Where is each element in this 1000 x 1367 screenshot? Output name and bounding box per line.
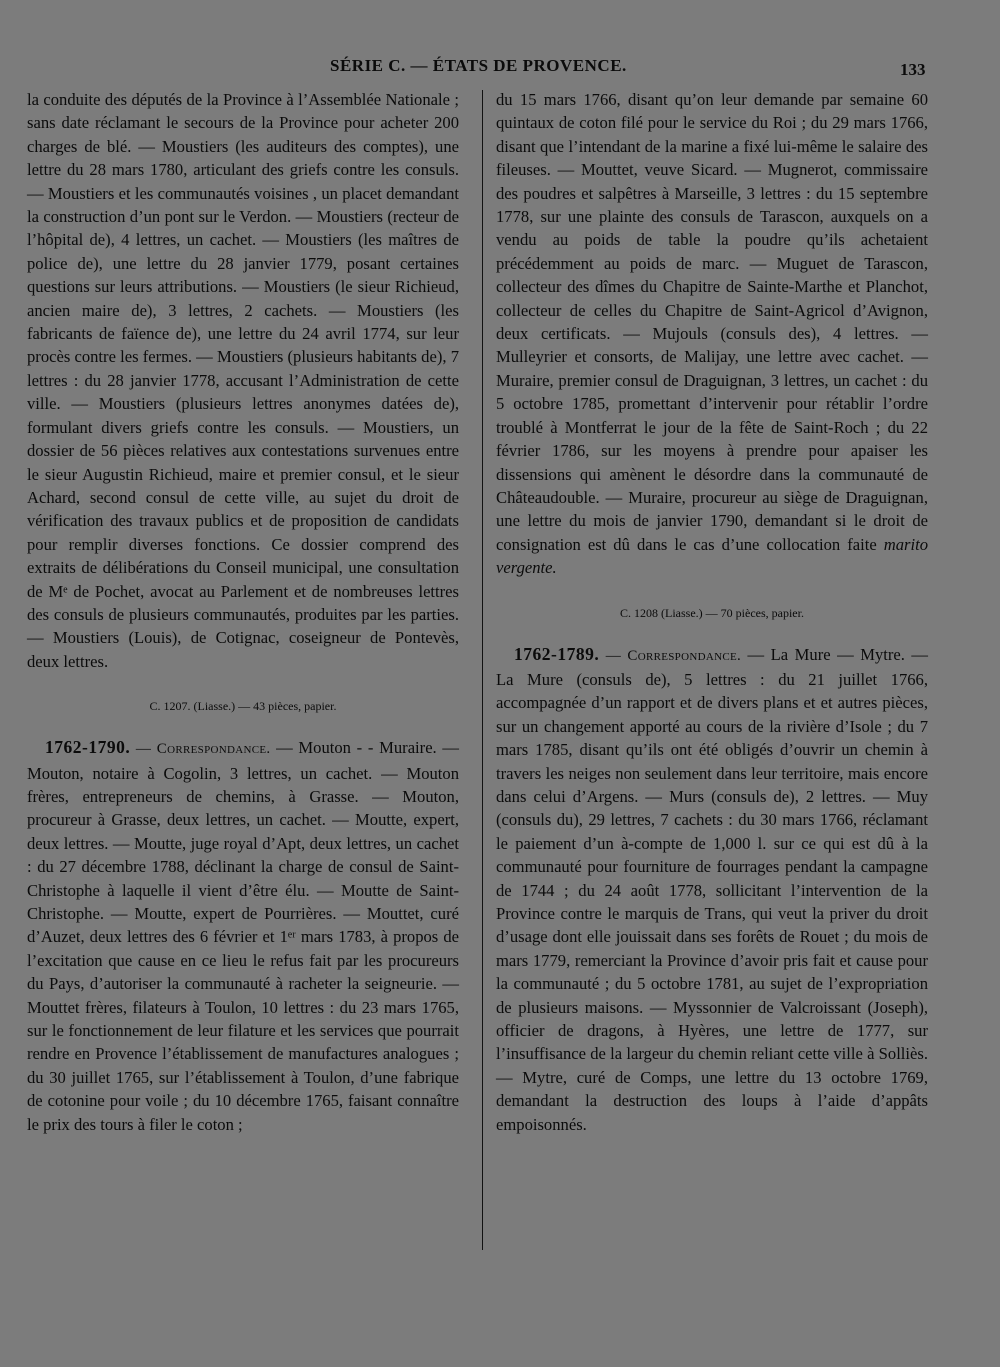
right-paragraph-1-text: du 15 mars 1766, disant qu’on leur demande par semaine 60 quintaux de coton filé pour le service du Roi ; du 29 mars 1766, disant que l’intendant de la marine a fixé lui-même le salaire des fileuses. — Mouttet, veuve Sicard. — Mugnerot, commissaire des poudres et salpêtres à Marseille, 3 lettres : du 15 septembre 1778, sur une plainte des consuls de Tarascon, auxquels on a vendu au poids de table la poudre qu’ils achetaient précédemment au poids de marc. — Muguet de Tarascon, collecteur des dîmes du Chapitre de Sainte-Marthe et Planchot, collecteur de celles du Chapitre de Saint-Agricol d’Avignon, deux certificats. — Mujouls (consuls des), 4 lettres. — Mulleyrier et consorts, de Malijay, une lettre avec cachet. — Muraire, premier consul de Draguignan, 3 lettres, un cachet : du 5 octobre 1785, promettant d’intervenir pour rétablir l’ordre troublé à Montferrat le jour de la fête de Saint-Roch ; du 22 février 1786, sur les moyens à prendre pour apaiser les dissensions qui amènent le désordre dans la communauté de Châteaudouble. — Muraire, procureur au siège de Draguignan, une lettre du mois de janvier 1790, demandant si le droit de consignation est dû dans le cas d’une collocation faite	[496, 90, 928, 554]
left-column	[27, 88, 459, 1136]
entry-text: — La Mure — Mytre. — La Mure (consuls de), 5 lettres : du 21 juillet 1766, accompagnée d’un rapport et de divers plans et et autres pièces, sur un changement apporté au cours de la rivière d’Isole ; du 7 mars 1785, disant qu’ils ont été obligés d’ouvrir un chemin à travers les neiges non seulement dans leur territoire, mais encore dans celui d’Argens. — Murs (consuls de), 2 lettres. — Muy (consuls du), 29 lettres, 7 cachets : du 30 mars 1766, réclamant le paiement d’un à-compte de 1,000 l. sur ce qui est dû à la communauté pour fourniture de fourrages pendant la campagne de 1744 ; du 24 août 1778, sollicitant l’intervention de la Province contre le marquis de Trans, qui veut la priver du droit d’usage dont elle jouissait dans ses forêts de Rouet ; du mois de mars 1779, remerciant la Province d’avoir pris fait et cause pour la communauté ; du 5 octobre 1781, au sujet de l’expropriation de plusieurs maisons. — Myssonnier de Valcroissant (Joseph), officier de dragons, à Hyères, une lettre de 1777, sur l’insuffisance de la largeur du chemin reliant cette ville à Solliès. — Mytre, curé de Comps, une lettre du 13 octobre 1769, demandant la destruction des loups à l’aide d’appâts empoisonnés.	[496, 644, 929, 1134]
running-title: SÉRIE C. — ÉTATS DE PROVENCE.	[330, 56, 627, 75]
latin-phrase: marito vergente.	[496, 534, 928, 578]
entry-heading: — Correspondance.	[135, 741, 271, 758]
entry-heading: — Correspondance.	[605, 647, 742, 664]
right-column	[496, 88, 928, 1136]
page-header	[0, 52, 1000, 82]
entry-text: — Mouton - - Muraire. — Mouton, notaire à Cogolin, 3 lettres, un cachet. — Mouton frères, entrepreneurs de chemins, à Grasse. — Mouton, procureur à Grasse, deux lettres, un cachet. — Moutte, expert, deux lettres. — Moutte, juge royal d’Apt, deux lettres, un cachet : du 27 décembre 1788, déclinant la charge de consul de Saint-Christophe à laquelle il vient d’être élu. — Moutte de Saint-Christophe. — Moutte, expert de Pourrières. — Mouttet, curé d’Auzet, deux lettres des 6 février et 1ᵉʳ mars 1783, à propos de l’excitation que cause en ce lieu le refus fait par les procureurs du Pays, d’autoriser la communauté à racheter la seigneurie. — Mouttet frères, filateurs à Toulon, 10 lettres : du 23 mars 1765, sur le fonctionnement de leur filature et les services que pourrait rendre en Provence l’établissement de manufactures analogues ; du 30 juillet 1765, sur l’établissement à Toulon, d’une fabrique de cotonine pour voile ; du 10 décembre 1765, faisant connaître le prix des tours à filer le coton ;	[27, 738, 459, 1134]
page-number: 133	[900, 60, 926, 79]
left-paragraph-1: la conduite des députés de la Province à l’Assemblée Nationale ; sans date réclamant le secours de la Province pour acheter 200 charges de blé. — Moustiers (les auditeurs des comptes), une lettre du 28 mars 1780, articulant des griefs contre les consuls. — Moustiers et les communautés voisines , un placet demandant la construction d’un pont sur le Verdon. — Moustiers (recteur de l’hôpital de), 4 lettres, un cachet. — Moustiers (les maîtres de police de), une lettre du 28 janvier 1779, posant certaines questions sur leurs attributions. — Moustiers (le sieur Richieud, ancien maire de), 3 lettres, 2 cachets. — Moustiers (les fabricants de faïence de), une lettre du 24 avril 1774, sur leur procès contre les fermes. — Moustiers (plusieurs habitants de), 7 lettres : du 28 janvier 1778, accusant l’Administration de cette ville. — Moustiers (plusieurs lettres anonymes datées de), formulant divers griefs contre les consuls. — Moustiers, un dossier de 56 pièces relatives aux contestations survenues entre le sieur Augustin Richieud, maire et premier consul, et le sieur Achard, second consul de cette ville, au sujet du droit de vérification des travaux publics et de proposition de candidats pour remplir diverses fonctions. Ce dossier comprend des extraits de délibérations du Conseil municipal, une consultation de Mᵉ de Pochet, avocat au Parlement et de nombreuses lettres des consuls de plusieurs communautés, produites par les parties. — Moustiers (Louis), de Cotignac, coseigneur de Pontevès, deux lettres.	[27, 90, 459, 671]
column-divider	[482, 90, 483, 1250]
right-entry-c1208	[496, 643, 928, 1137]
liasse-caption-c1208: C. 1208 (Liasse.) — 70 pièces, papier.	[620, 605, 804, 620]
entry-dates: 1762-1789.	[514, 643, 600, 664]
left-entry-c1207	[27, 736, 459, 1136]
liasse-caption-c1207: C. 1207. (Liasse.) — 43 pièces, papier.	[149, 699, 337, 714]
entry-dates: 1762-1790.	[45, 737, 131, 758]
right-paragraph-1	[496, 88, 928, 580]
